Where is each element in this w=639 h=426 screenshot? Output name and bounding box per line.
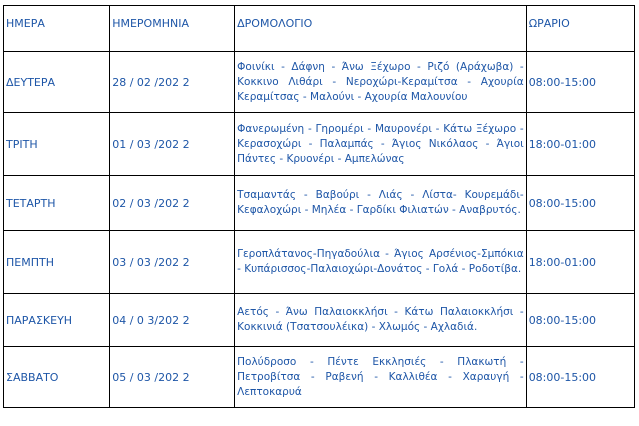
time-cell: 18:00-01:00 (526, 113, 634, 176)
table-row (4, 347, 635, 408)
table-row (4, 231, 635, 294)
date-cell: 04 / 0 3/202 2 (110, 294, 235, 347)
time-cell: 18:00-01:00 (526, 231, 634, 294)
route-cell: Φοινίκι - Δάφνη - Άνω Ξέχωρο - Ριζό (Αράχωβα) - Κοκκινο Λιθάρι - Νεροχώρι-Κεραμίτσα - Αχουρία Κεραμίτσας - Μαλούνι - Αχουρία Μαλουνίου (235, 52, 527, 113)
route-cell: Φανερωμένη - Γηρομέρι - Μαυρονέρι - Κάτω Ξέχωρο - Κερασοχώρι - Παλαμπάς - Άγιος Νικόλαος - Άγιοι Πάντες - Κρυονέρι - Αμπελώνας (235, 113, 527, 176)
table-row (4, 294, 635, 347)
time-cell: 08:00-15:00 (526, 294, 634, 347)
route-cell: Αετός - Άνω Παλαιοκκλήσι - Κάτω Παλαιοκκλήσι - Κοκκινιά (Τσατσουλέικα) - Χλωμός - Αχλαδιά. (235, 294, 527, 347)
time-cell: 08:00-15:00 (526, 52, 634, 113)
day-cell: ΤΕΤΑΡΤΗ (4, 176, 110, 231)
date-cell: 05 / 03 /202 2 (110, 347, 235, 408)
table-row (4, 176, 635, 231)
date-cell: 02 / 03 /202 2 (110, 176, 235, 231)
table-row (4, 52, 635, 113)
date-cell: 01 / 03 /202 2 (110, 113, 235, 176)
route-cell: Τσαμαντάς - Βαβούρι - Λιάς - Λίστα- Κουρεμάδι- Κεφαλοχώρι - Μηλέα - Γαρδίκι Φιλιατών - Αναβρυτός. (235, 176, 527, 231)
header-row (4, 6, 635, 52)
day-cell: ΔΕΥΤΕΡΑ (4, 52, 110, 113)
date-cell: 28 / 02 /202 2 (110, 52, 235, 113)
route-cell: Γεροπλάτανος-Πηγαδούλια - Άγιος Αρσένιος-Σμπόκια - Κυπάρισσος-Παλαιοχώρι-Δονάτος - Γολά - Ροδοτίβα. (235, 231, 527, 294)
header-time: ΩΡΑΡΙΟ (526, 6, 634, 52)
route-cell: Πολύδροσο - Πέντε Εκκλησιές - Πλακωτή - Πετροβίτσα - Ραβενή - Καλλιθέα - Χαραυγή - Λεπτοκαρυά (235, 347, 527, 408)
day-cell: ΠΕΜΠΤΗ (4, 231, 110, 294)
day-cell: ΤΡΙΤΗ (4, 113, 110, 176)
table-row (4, 113, 635, 176)
schedule-table (3, 5, 635, 408)
day-cell: ΣΑΒΒΑΤΟ (4, 347, 110, 408)
header-route: ΔΡΟΜΟΛΟΓΙΟ (235, 6, 527, 52)
date-cell: 03 / 03 /202 2 (110, 231, 235, 294)
time-cell: 08:00-15:00 (526, 347, 634, 408)
header-date: ΗΜΕΡΟΜΗΝΙΑ (110, 6, 235, 52)
header-day: ΗΜΕΡΑ (4, 6, 110, 52)
time-cell: 08:00-15:00 (526, 176, 634, 231)
day-cell: ΠΑΡΑΣΚΕΥΗ (4, 294, 110, 347)
